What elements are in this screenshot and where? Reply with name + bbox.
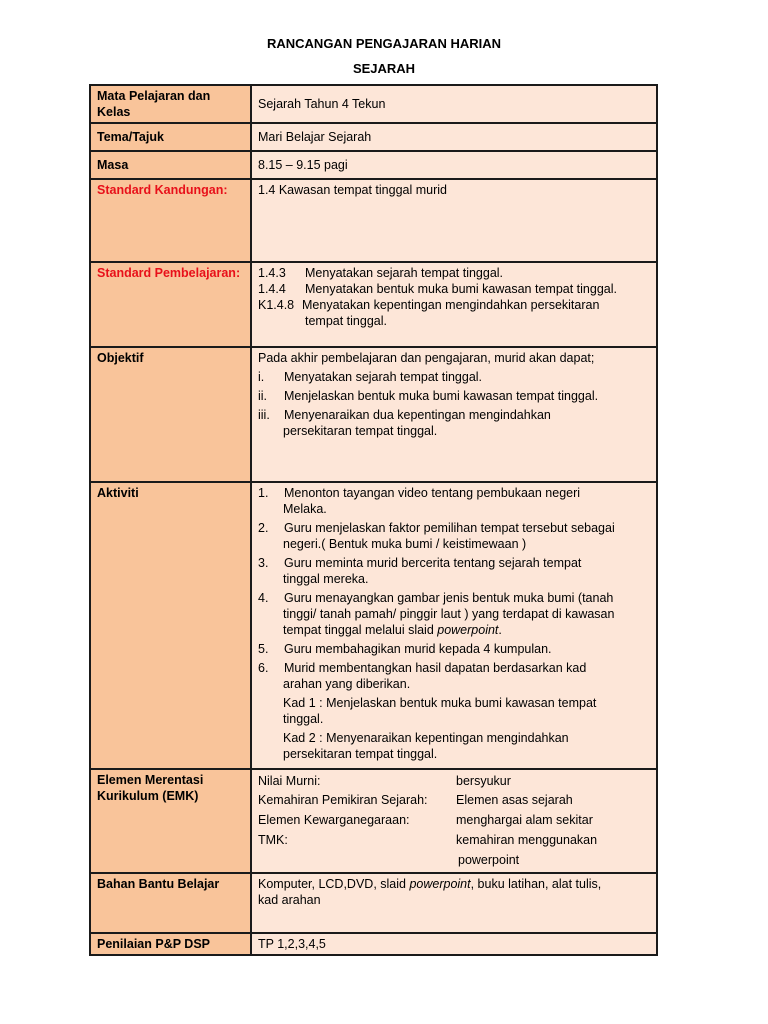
emk-item: Kemahiran Pemikiran Sejarah: Elemen asas sejarah	[258, 793, 573, 807]
page-title: RANCANGAN PENGAJARAN HARIAN	[266, 36, 501, 51]
row-penilaian	[90, 933, 657, 955]
value-aktiviti: 1. Menonton tayangan video tentang pembukaan negeri Melaka. 2. Guru menjelaskan faktor pemilihan tempat tersebut sebagai negeri.( Bentuk muka bumi / keistimewaan ) 3. Guru meminta murid bercerita tentang sejarah tempat tinggal mereka. 4. Guru menayangkan gambar jenis bentuk muka bumi (tanah tinggi/ tanah pamah/ pinggir laut ) yang terdapat di kawasan tempat tinggal melalui slaid powerpoint. 5. Guru membahagikan murid kepada 4 kumpulan. 6. Murid membentangkan hasil dapatan berdasarkan kad arahan yang diberikan. Kad 1 : Menjelaskan bentuk muka bumi kawasan tempat tinggal. Kad 2 : Menyenaraikan kepentingan mengindahkan persekitaran tempat tinggal.	[251, 482, 657, 769]
aktiviti-item: 2. Guru menjelaskan faktor pemilihan tempat tersebut sebagai	[258, 521, 615, 535]
value-tema: Mari Belajar Sejarah	[251, 123, 657, 151]
label-penilaian: Penilaian P&P DSP	[90, 933, 251, 955]
row-masa	[90, 151, 657, 179]
row-aktiviti	[90, 482, 657, 769]
aktiviti-item: 4. Guru menayangkan gambar jenis bentuk muka bumi (tanah	[258, 591, 614, 605]
emk-item: Elemen Kewarganegaraan: menghargai alam sekitar	[258, 813, 593, 827]
value-objektif: Pada akhir pembelajaran dan pengajaran, murid akan dapat; i. Menyatakan sejarah tempat tinggal. ii. Menjelaskan bentuk muka bumi kawasan tempat tinggal. iii. Menyenaraikan dua kepentingan mengindahkan persekitaran tempat tinggal.	[251, 347, 657, 482]
emk-item: TMK: kemahiran menggunakan	[258, 833, 598, 847]
aktiviti-item: 1. Menonton tayangan video tentang pembukaan negeri	[258, 486, 581, 500]
lesson-plan-table	[89, 84, 658, 956]
aktiviti-item: 3. Guru meminta murid bercerita tentang sejarah tempat	[258, 556, 582, 570]
label-mata-pelajaran: Mata Pelajaran dan Kelas	[90, 85, 251, 123]
aktiviti-item: 5. Guru membahagikan murid kepada 4 kumpulan.	[258, 642, 552, 656]
row-objektif	[90, 347, 657, 482]
row-standard-pembelajaran	[90, 262, 657, 347]
value-penilaian: TP 1,2,3,4,5	[251, 933, 657, 955]
emk-item: Nilai Murni: bersyukur	[258, 774, 511, 788]
subject-title: SEJARAH	[352, 61, 416, 76]
value-masa: 8.15 – 9.15 pagi	[251, 151, 657, 179]
sp-item: 1.4.4 Menyatakan bentuk muka bumi kawasan tempat tinggal.	[258, 282, 617, 296]
value-standard-pembelajaran: 1.4.3 Menyatakan sejarah tempat tinggal. 1.4.4 Menyatakan bentuk muka bumi kawasan tempat tinggal. K1.4.8 Menyatakan kepentingan mengindahkan persekitaran tempat tinggal.	[251, 262, 657, 347]
label-emk: Elemen Merentasi Kurikulum (EMK)	[90, 769, 251, 873]
objektif-item: i. Menyatakan sejarah tempat tinggal.	[258, 370, 483, 384]
label-tema: Tema/Tajuk	[90, 123, 251, 151]
label-objektif: Objektif	[90, 347, 251, 482]
value-mata-pelajaran: Sejarah Tahun 4 Tekun	[251, 85, 657, 123]
label-standard-pembelajaran: Standard Pembelajaran:	[90, 262, 251, 347]
objektif-item: ii. Menjelaskan bentuk muka bumi kawasan tempat tinggal.	[258, 389, 599, 403]
row-standard-kandungan	[90, 179, 657, 262]
sp-item: K1.4.8 Menyatakan kepentingan mengindahkan persekitaran	[258, 298, 600, 312]
row-emk	[90, 769, 657, 873]
label-bahan: Bahan Bantu Belajar	[90, 873, 251, 933]
row-mata-pelajaran	[90, 85, 657, 123]
objektif-item: iii. Menyenaraikan dua kepentingan mengindahkan	[258, 408, 551, 422]
row-tema	[90, 123, 657, 151]
value-emk: Nilai Murni: bersyukur Kemahiran Pemikiran Sejarah: Elemen asas sejarah Elemen Kewarganegaraan: menghargai alam sekitar TMK: kemahiran menggunakan powerpoint	[251, 769, 657, 873]
value-bahan: Komputer, LCD,DVD, slaid powerpoint, buku latihan, alat tulis, kad arahan	[251, 873, 657, 933]
value-standard-kandungan: 1.4 Kawasan tempat tinggal murid	[251, 179, 657, 262]
sp-item: 1.4.3 Menyatakan sejarah tempat tinggal.	[258, 266, 504, 280]
kad-1: Kad 1 : Menjelaskan bentuk muka bumi kawasan tempat	[283, 696, 597, 710]
label-standard-kandungan: Standard Kandungan:	[90, 179, 251, 262]
row-bahan	[90, 873, 657, 933]
kad-2: Kad 2 : Menyenaraikan kepentingan mengindahkan	[283, 731, 569, 745]
aktiviti-item: 6. Murid membentangkan hasil dapatan berdasarkan kad	[258, 661, 587, 675]
label-masa: Masa	[90, 151, 251, 179]
label-aktiviti: Aktiviti	[90, 482, 251, 769]
